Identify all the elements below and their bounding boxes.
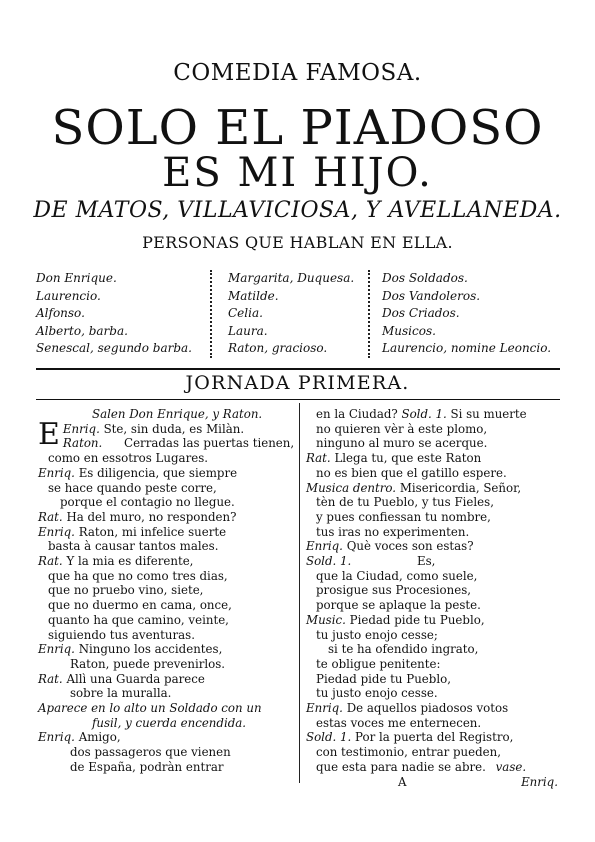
speaker-label: Enriq.	[306, 539, 343, 554]
page-footer	[306, 775, 558, 790]
verse-line: porque el contagio no llegue.	[60, 495, 235, 510]
verse-text: Es,	[417, 554, 436, 569]
cast-divider	[210, 270, 212, 358]
play-title-line-2: ES MI HIJO.	[162, 150, 433, 196]
verse-text: Por la puerta del Registro,	[355, 730, 514, 745]
verse-line: que la Ciudad, como suele,	[316, 568, 478, 583]
cast-entry: Don Enrique.	[36, 271, 117, 285]
verse-line: con testimonio, entrar pueden,	[316, 745, 502, 760]
personas-heading: PERSONAS QUE HABLAN EN ELLA.	[142, 233, 453, 252]
verse-line	[38, 466, 296, 481]
cast-column-2	[228, 270, 354, 358]
verse-line: porque se aplaque la peste.	[316, 598, 481, 613]
verse-text: Raton, mi infelice suerte	[78, 524, 227, 539]
jornada-heading: JORNADA PRIMERA.	[185, 372, 410, 394]
verse-line: de España, podràn entrar	[70, 759, 224, 774]
text-column-left	[38, 407, 296, 775]
verse-line	[38, 672, 296, 687]
speaker-label: Musica dentro.	[306, 480, 397, 495]
verse-line	[38, 730, 296, 745]
verse-text: Y la mia es diferente,	[66, 554, 194, 569]
verse-line	[306, 481, 558, 496]
speaker-label: Sold. 1.	[306, 730, 352, 745]
cast-entry: Musicos.	[382, 323, 436, 338]
speaker-label: Sold. 1.	[401, 407, 447, 421]
speaker-label: Sold. 1.	[306, 554, 352, 569]
verse-line	[38, 642, 296, 657]
verse-line: tu justo enojo cesse.	[316, 686, 438, 701]
cast-entry: Raton, gracioso.	[228, 341, 328, 355]
cast-entry: Laura.	[228, 323, 268, 338]
speaker-label: Rat.	[38, 671, 63, 686]
verse-line: ninguno al muro se acerque.	[316, 436, 488, 451]
verse-text: Piedad pide tu Pueblo,	[349, 612, 485, 627]
verse-line: no quieren vèr à este plomo,	[316, 421, 488, 436]
cast-entry: Laurencio, nomine Leoncio.	[382, 341, 552, 355]
verse-line: como en essotros Lugares.	[48, 451, 208, 466]
verse-line: estas voces me enternecen.	[316, 715, 482, 730]
verse-line: tus iras no experimenten.	[316, 524, 470, 539]
verse-line: prosigue sus Procesiones,	[316, 583, 472, 598]
verse-line: tèn de tu Pueblo, y tus Fieles,	[316, 495, 494, 510]
verse-line	[306, 701, 558, 716]
cast-entry: Senescal, segundo barba.	[36, 341, 192, 355]
verse-line: que no pruebo vino, siete,	[48, 583, 204, 598]
verse-line: se hace quando peste corre,	[48, 480, 217, 495]
speaker-label: Enriq.	[38, 524, 75, 539]
comedia-heading: COMEDIA FAMOSA.	[173, 60, 422, 86]
verse-line: Piedad pide tu Pueblo,	[316, 671, 451, 686]
verse-line: siguiendo tus aventuras.	[48, 627, 195, 642]
verse-text: Es diligencia, que siempre	[78, 465, 238, 480]
verse-text: Si su muerte	[450, 407, 527, 421]
cast-divider	[368, 270, 370, 358]
cast-column-3	[382, 270, 551, 358]
cast-entry: Dos Vandoleros.	[382, 288, 481, 303]
verse-text: que esta para nadie se abre.	[316, 759, 486, 774]
speaker-label: Enriq.	[38, 465, 75, 480]
verse-line	[306, 554, 558, 569]
verse-line	[38, 436, 296, 451]
verse-line	[306, 539, 558, 554]
stage-direction: fusil, y cuerda encendida.	[92, 715, 247, 730]
verse-text: Cerradas las puertas tienen,	[124, 436, 295, 451]
cast-entry: Dos Criados.	[382, 306, 460, 320]
cast-entry: Margarita, Duquesa.	[228, 271, 355, 285]
verse-line: Raton, puede prevenirlos.	[70, 656, 226, 671]
verse-line: sobre la muralla.	[70, 686, 172, 701]
drop-cap: E	[38, 416, 60, 452]
speaker-label: Rat.	[38, 554, 63, 569]
verse-line: tu justo enojo cesse;	[316, 627, 438, 642]
speaker-label: Enriq.	[62, 421, 100, 436]
verse-text: Ste, sin duda, es Milàn.	[103, 421, 245, 436]
verse-line	[38, 554, 296, 569]
verse-line: no es bien que el gatillo espere.	[316, 465, 507, 480]
column-divider	[299, 403, 300, 783]
cast-entry: Dos Soldados.	[382, 271, 468, 285]
cast-entry: Alberto, barba.	[36, 323, 128, 338]
cast-column-1	[36, 270, 192, 358]
verse-line: quanto ha que camino, veinte,	[48, 612, 229, 627]
verse-text: en la Ciudad?	[316, 407, 398, 421]
verse-line	[306, 407, 558, 422]
text-column-right	[306, 407, 558, 789]
speaker-label: Enriq.	[306, 701, 343, 716]
verse-line: y pues confiessan tu nombre,	[316, 509, 491, 524]
section-rule	[36, 368, 560, 370]
verse-line: que no duermo en cama, once,	[48, 598, 232, 613]
verse-line	[306, 730, 558, 745]
catchword: Enriq.	[521, 774, 558, 789]
verse-text: Ninguno los accidentes,	[78, 642, 223, 657]
verse-line	[306, 760, 558, 775]
play-title-line-1: SOLO EL PIADOSO	[51, 100, 544, 156]
verse-text: Què voces son estas?	[346, 539, 474, 554]
verse-line	[306, 451, 558, 466]
verse-line	[38, 525, 296, 540]
verse-text: De aquellos piadosos votos	[346, 701, 509, 716]
speaker-label: Rat.	[306, 451, 331, 466]
verse-line: que ha que no como tres dias,	[48, 568, 228, 583]
verse-line: te obligue penitente:	[316, 656, 441, 671]
cast-entry: Alfonso.	[36, 306, 85, 320]
speaker-label: Rat.	[38, 509, 63, 524]
authors-line: DE MATOS, VILLAVICIOSA, Y AVELLANEDA.	[33, 198, 562, 223]
verse-text: Misericordia, Señor,	[399, 480, 522, 495]
verse-text: Llega tu, que este Raton	[334, 451, 482, 466]
verse-line	[38, 510, 296, 525]
verse-line: basta à causar tantos males.	[48, 539, 219, 554]
verse-line: si te ha ofendido ingrato,	[328, 642, 479, 657]
section-rule	[36, 399, 560, 400]
speaker-label: Enriq.	[38, 642, 75, 657]
signature-mark: A	[398, 774, 407, 789]
cast-entry: Matilde.	[228, 288, 279, 303]
cast-entry: Celia.	[228, 306, 263, 320]
stage-direction: Aparece en lo alto un Soldado con un	[38, 701, 262, 716]
stage-direction: Salen Don Enrique, y Raton.	[92, 407, 263, 421]
stage-direction: vase.	[495, 759, 527, 774]
speaker-label: Raton.	[62, 436, 103, 451]
verse-line	[306, 613, 558, 628]
verse-text: Amigo,	[78, 730, 121, 745]
speaker-label: Enriq.	[38, 730, 75, 745]
verse-line: dos passageros que vienen	[70, 745, 231, 760]
verse-text: Allì una Guarda parece	[66, 671, 205, 686]
speaker-label: Music.	[306, 612, 346, 627]
verse-text: Ha del muro, no responden?	[66, 509, 237, 524]
cast-entry: Laurencio.	[36, 288, 101, 303]
